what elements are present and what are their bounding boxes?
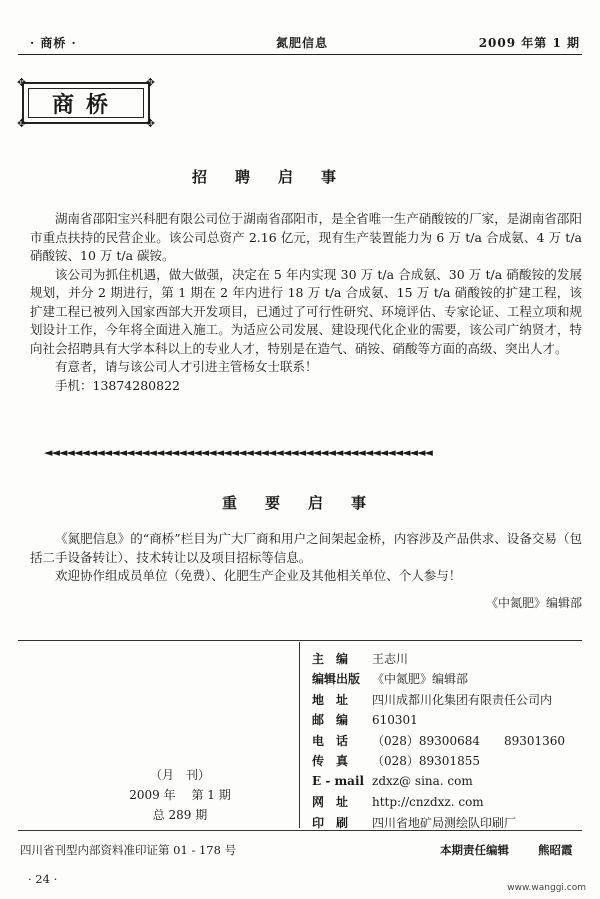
paragraph: 湖南省邵阳宝兴科肥有限公司位于湖南省邵阳市，是全省唯一生产硝酸铵的厂家，是湖南省邵阳市重点扶持的民营企业。该公司总资产 2.16 亿元，现有生产装置能力为 6 万 t/a 合成氨、4 万 t/a 硝酸铵、10 万 t/a 碳铵。 [30,211,582,263]
masthead-value: （028）89300684 89301360 [372,733,566,748]
masthead-row [312,771,565,792]
masthead-row [312,648,565,669]
masthead-row [312,751,565,772]
paragraph: 欢迎协作组成员单位（免费）、化肥生产企业及其他相关单位、个人参与！ [55,568,462,583]
masthead-value: zdxz@ sina. com [372,774,473,789]
section-title: 商桥 [51,91,120,118]
important-notice-title: 重要启事 [222,494,395,512]
running-header-issue: 2009 年第 1 期 [478,36,580,50]
responsible-editor-name: 熊昭霞 [538,843,573,857]
page-number: · 24 · [28,872,58,886]
masthead-label: 地 址 [312,692,349,707]
masthead-row [312,669,565,690]
corner-ornament-icon: ✥ [17,117,27,130]
corner-ornament-icon: ✥ [145,76,155,89]
recruitment-notice-body [30,210,582,395]
masthead-value: 王志川 [372,651,409,666]
masthead-value: 《中氮肥》编辑部 [372,672,469,687]
watermark: www.wanggi.com [507,883,586,893]
issue-total: 总 289 期 [152,808,208,822]
masthead-bottom-rule [18,830,582,831]
contact-phone: 手机：13874280822 [55,377,180,393]
print-license: 四川省刊型内部资料准印证第 01 - 178 号 [20,843,237,857]
masthead-value: （028）89301855 [372,754,480,769]
masthead-label: 编辑出版 [312,672,361,687]
masthead-label: 邮 编 [312,713,349,728]
arrow-divider: ◄◄◄◄◄◄◄◄◄◄◄◄◄◄◄◄◄◄◄◄◄◄◄◄◄◄◄◄◄◄◄◄◄◄◄◄◄◄◄◄◄◄◄◄◄◄◄◄◄◄◄◄ [44,446,432,459]
masthead-label: 传 真 [312,754,349,769]
masthead-value: 四川省地矿局测绘队印刷厂 [372,815,517,830]
section-title-box [17,76,155,130]
masthead-row [312,710,565,731]
masthead-row [312,792,565,813]
masthead-value: http://cnzdxz. com [372,794,484,809]
masthead-label: 印 刷 [312,815,349,830]
issue-frequency: （月 刊） [149,768,210,782]
important-notice-body [30,530,582,586]
recruitment-notice-title: 招聘启事 [192,168,365,186]
masthead-top-rule [18,640,582,641]
responsible-editor-label: 本期责任编辑 [440,843,509,857]
masthead-value: 610301 [372,712,418,727]
masthead-value: 四川成都川化集团有限责任公司内 [372,692,553,707]
masthead-label: 网 址 [312,795,349,810]
masthead-label: E - mail [312,774,365,789]
running-header-section: · 商桥 · [30,36,77,50]
corner-ornament-icon: ✥ [145,117,155,130]
masthead-row [312,730,565,751]
masthead-label: 电 话 [312,733,349,748]
issue-number: 2009 年 第 1 期 [129,788,231,802]
masthead-row [312,689,565,710]
masthead-divider [299,642,300,828]
paragraph: 该公司为抓住机遇，做大做强，决定在 5 年内实现 30 万 t/a 合成氨、30 万 t/a 硝酸铵的发展规划，并分 2 期进行，第 1 期在 2 年内进行 18 万 t/a 合成氨、15 万 t/a 硝酸铵的扩建工程，该扩建工程已被列入国家西部大开发项目，已通过了可行性研究、环境评估、专家论证、工程立项和规划设计工作，今年将全面进入施工。为适应公司发展、建设现代化企业的需要，该公司广纳贤才，特向社会招聘具有大学本科以上的专业人才，特别是在造气、硝铵、硝酸等方面的高级、突出人才。 [30,266,582,356]
running-header-journal: 氮肥信息 [276,36,329,50]
masthead-label: 主 编 [312,651,349,666]
paragraph: 《氮肥信息》的“商桥”栏目为广大厂商和用户之间架起金桥，内容涉及产品供求、设备交易（包括二手设备转让）、技术转让以及项目招标等信息。 [30,531,582,565]
corner-ornament-icon: ✥ [17,76,27,89]
paragraph: 有意者，请与该公司人才引进主管杨女士联系！ [55,359,318,374]
editorial-signature: 《中氮肥》编辑部 [485,596,582,610]
header-rule [18,54,582,55]
masthead-info [312,648,565,833]
